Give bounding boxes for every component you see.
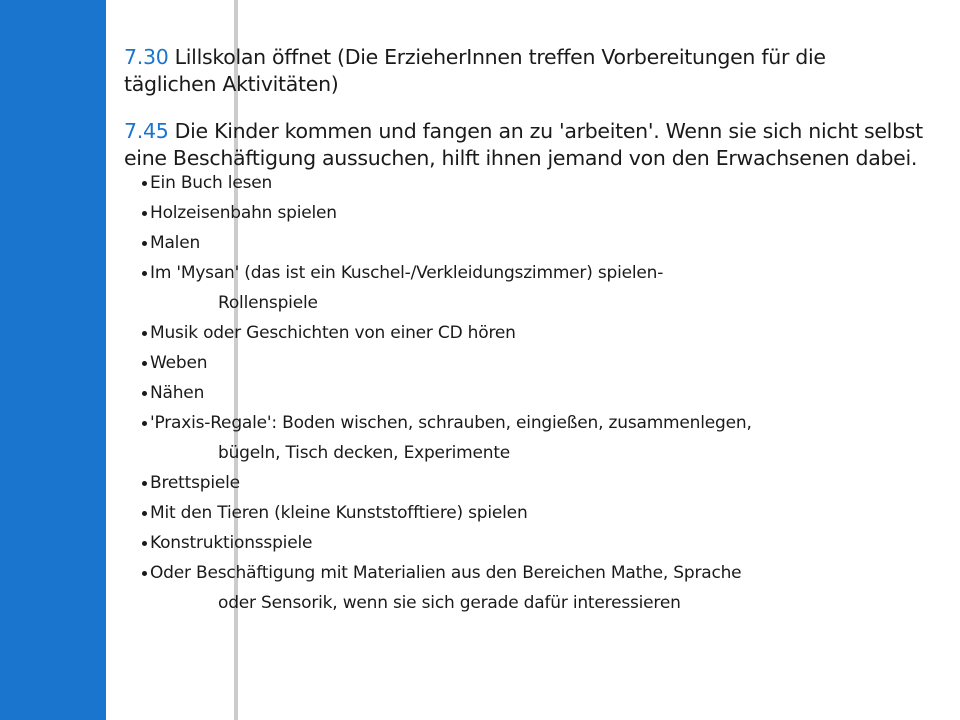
activity-item bbox=[142, 318, 932, 348]
activity-text: Im 'Mysan' (das ist ein Kuschel-/Verkleidungszimmer) spielen- bbox=[150, 263, 664, 283]
activity-item bbox=[142, 528, 932, 558]
activity-text: Musik oder Geschichten von einer CD hören bbox=[150, 323, 516, 343]
time-label: 7.30 bbox=[124, 45, 169, 69]
sidebar-stripe bbox=[0, 0, 106, 720]
paragraph-text: Die Kinder kommen und fangen an zu 'arbeiten'. Wenn sie sich nicht selbst eine Beschäftigung aussuchen, hilft ihnen jemand von den Erwachsenen dabei. bbox=[124, 119, 923, 170]
bullet-icon bbox=[142, 541, 147, 546]
activity-text: Brettspiele bbox=[150, 473, 240, 493]
activity-item bbox=[142, 498, 932, 528]
activity-text: Ein Buch lesen bbox=[150, 173, 273, 193]
paragraph-text: Lillskolan öffnet (Die ErzieherInnen treffen Vorbereitungen für die täglichen Aktivitäten) bbox=[124, 45, 826, 96]
activity-item bbox=[142, 378, 932, 408]
time-label: 7.45 bbox=[124, 119, 169, 143]
bullet-icon bbox=[142, 421, 147, 426]
activity-item bbox=[142, 198, 932, 228]
activity-continuation: bügeln, Tisch decken, Experimente bbox=[218, 443, 511, 463]
activity-text: Konstruktionsspiele bbox=[150, 533, 313, 553]
activity-item bbox=[142, 468, 932, 498]
bullet-icon bbox=[142, 241, 147, 246]
bullet-icon bbox=[142, 361, 147, 366]
activity-text: Weben bbox=[150, 353, 208, 373]
activity-item bbox=[142, 168, 932, 198]
bullet-icon bbox=[142, 331, 147, 336]
activity-text: Nähen bbox=[150, 383, 205, 403]
bullet-icon bbox=[142, 481, 147, 486]
bullet-icon bbox=[142, 511, 147, 516]
activity-list bbox=[142, 168, 932, 618]
activity-item bbox=[142, 408, 932, 468]
activity-text: 'Praxis-Regale': Boden wischen, schrauben, eingießen, zusammenlegen, bbox=[150, 413, 752, 433]
activity-item bbox=[142, 558, 932, 618]
activity-text: Holzeisenbahn spielen bbox=[150, 203, 337, 223]
paragraph-arrival bbox=[124, 118, 944, 172]
activity-text: Malen bbox=[150, 233, 201, 253]
activity-text: Oder Beschäftigung mit Materialien aus den Bereichen Mathe, Sprache bbox=[150, 563, 742, 583]
activity-text: Mit den Tieren (kleine Kunststofftiere) spielen bbox=[150, 503, 528, 523]
activity-item bbox=[142, 228, 932, 258]
bullet-icon bbox=[142, 391, 147, 396]
bullet-icon bbox=[142, 271, 147, 276]
paragraph-opening bbox=[124, 44, 884, 98]
bullet-icon bbox=[142, 211, 147, 216]
activity-continuation: Rollenspiele bbox=[218, 293, 318, 313]
activity-item bbox=[142, 348, 932, 378]
bullet-icon bbox=[142, 181, 147, 186]
activity-item bbox=[142, 258, 932, 318]
activity-continuation: oder Sensorik, wenn sie sich gerade dafür interessieren bbox=[218, 593, 681, 613]
bullet-icon bbox=[142, 571, 147, 576]
